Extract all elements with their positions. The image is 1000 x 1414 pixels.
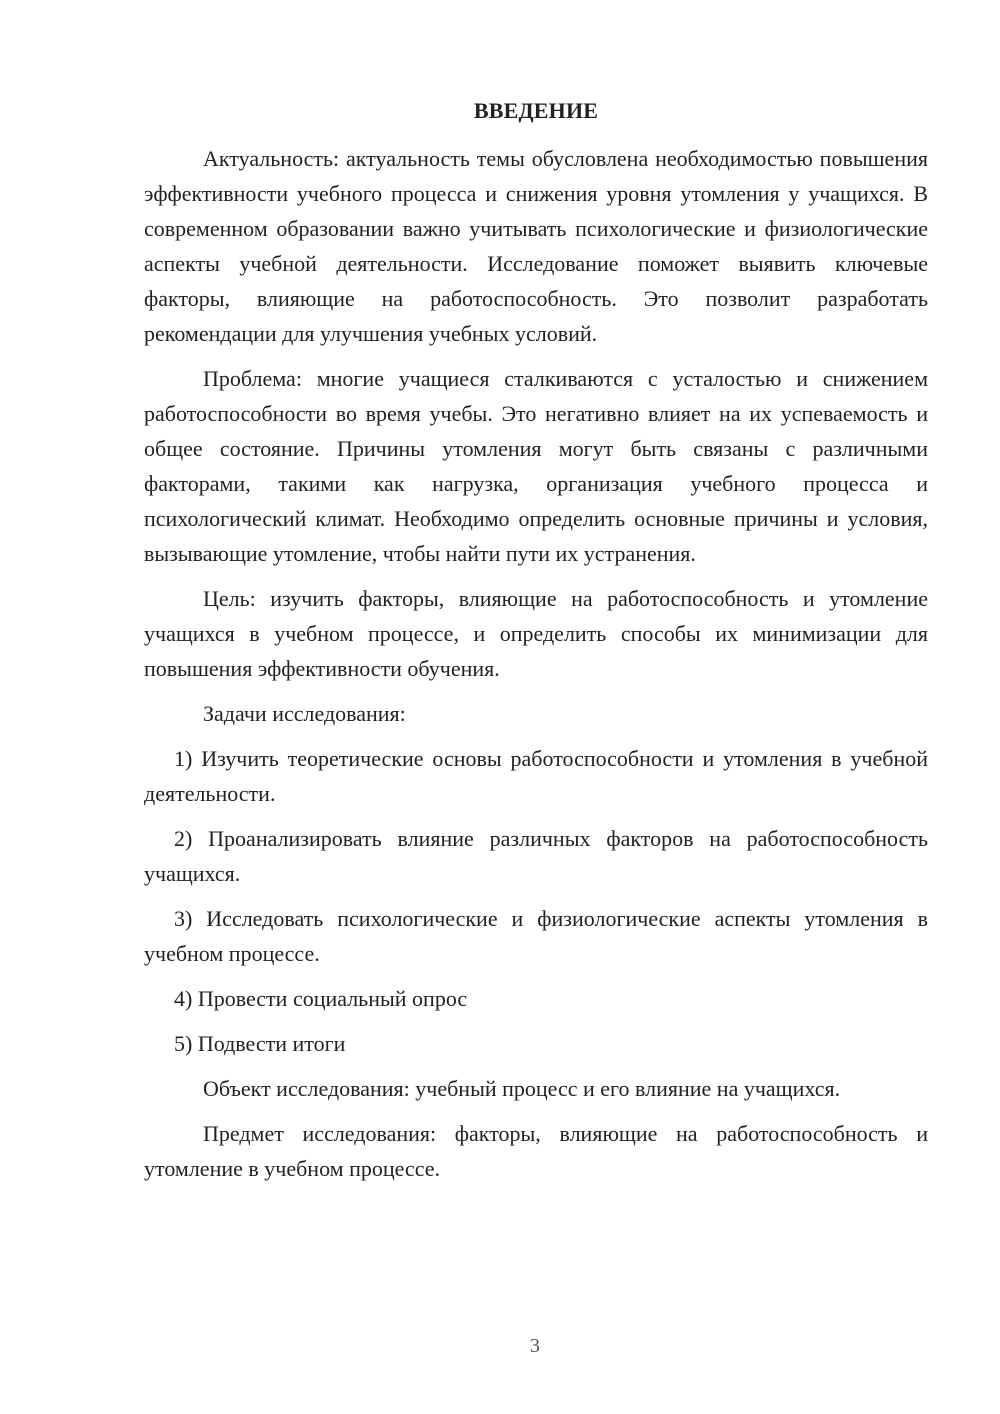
tasks-heading: Задачи исследования: bbox=[203, 701, 406, 726]
page-title: ВВЕДЕНИЕ bbox=[473, 98, 599, 123]
task-item-3: 3) Исследовать психологические и физиологические аспекты утомления в учебном процессе. bbox=[144, 906, 928, 966]
paragraph-relevance: Актуальность: актуальность темы обусловлена необходимостью повышения эффективности учебного процесса и снижения уровня утомления у учащихся. В современном образовании важно учитывать психологические и физиологические аспекты учебной деятельности. Исследование поможет выявить ключевые факторы, влияющие на работоспособность. Это позволит разработать рекомендации для улучшения учебных условий. bbox=[144, 146, 928, 346]
paragraph-subject: Предмет исследования: факторы, влияющие на работоспособность и утомление в учебном процессе. bbox=[144, 1121, 928, 1181]
page-content bbox=[144, 96, 928, 1196]
page-number: 3 bbox=[530, 1335, 540, 1357]
task-item-1: 1) Изучить теоретические основы работоспособности и утомления в учебной деятельности. bbox=[144, 746, 928, 806]
task-item-2: 2) Проанализировать влияние различных факторов на работоспособность учащихся. bbox=[144, 826, 928, 886]
paragraph-problem: Проблема: многие учащиеся сталкиваются с усталостью и снижением работоспособности во время учебы. Это негативно влияет на их успеваемость и общее состояние. Причины утомления могут быть связаны с различными факторами, такими как нагрузка, организация учебного процесса и психологический климат. Необходимо определить основные причины и условия, вызывающие утомление, чтобы найти пути их устранения. bbox=[144, 366, 928, 566]
paragraph-goal: Цель: изучить факторы, влияющие на работоспособность и утомление учащихся в учебном процессе, и определить способы их минимизации для повышения эффективности обучения. bbox=[144, 586, 928, 681]
task-item-4: 4) Провести социальный опрос bbox=[174, 986, 468, 1011]
task-item-5: 5) Подвести итоги bbox=[174, 1031, 346, 1056]
paragraph-object: Объект исследования: учебный процесс и его влияние на учащихся. bbox=[203, 1076, 841, 1101]
